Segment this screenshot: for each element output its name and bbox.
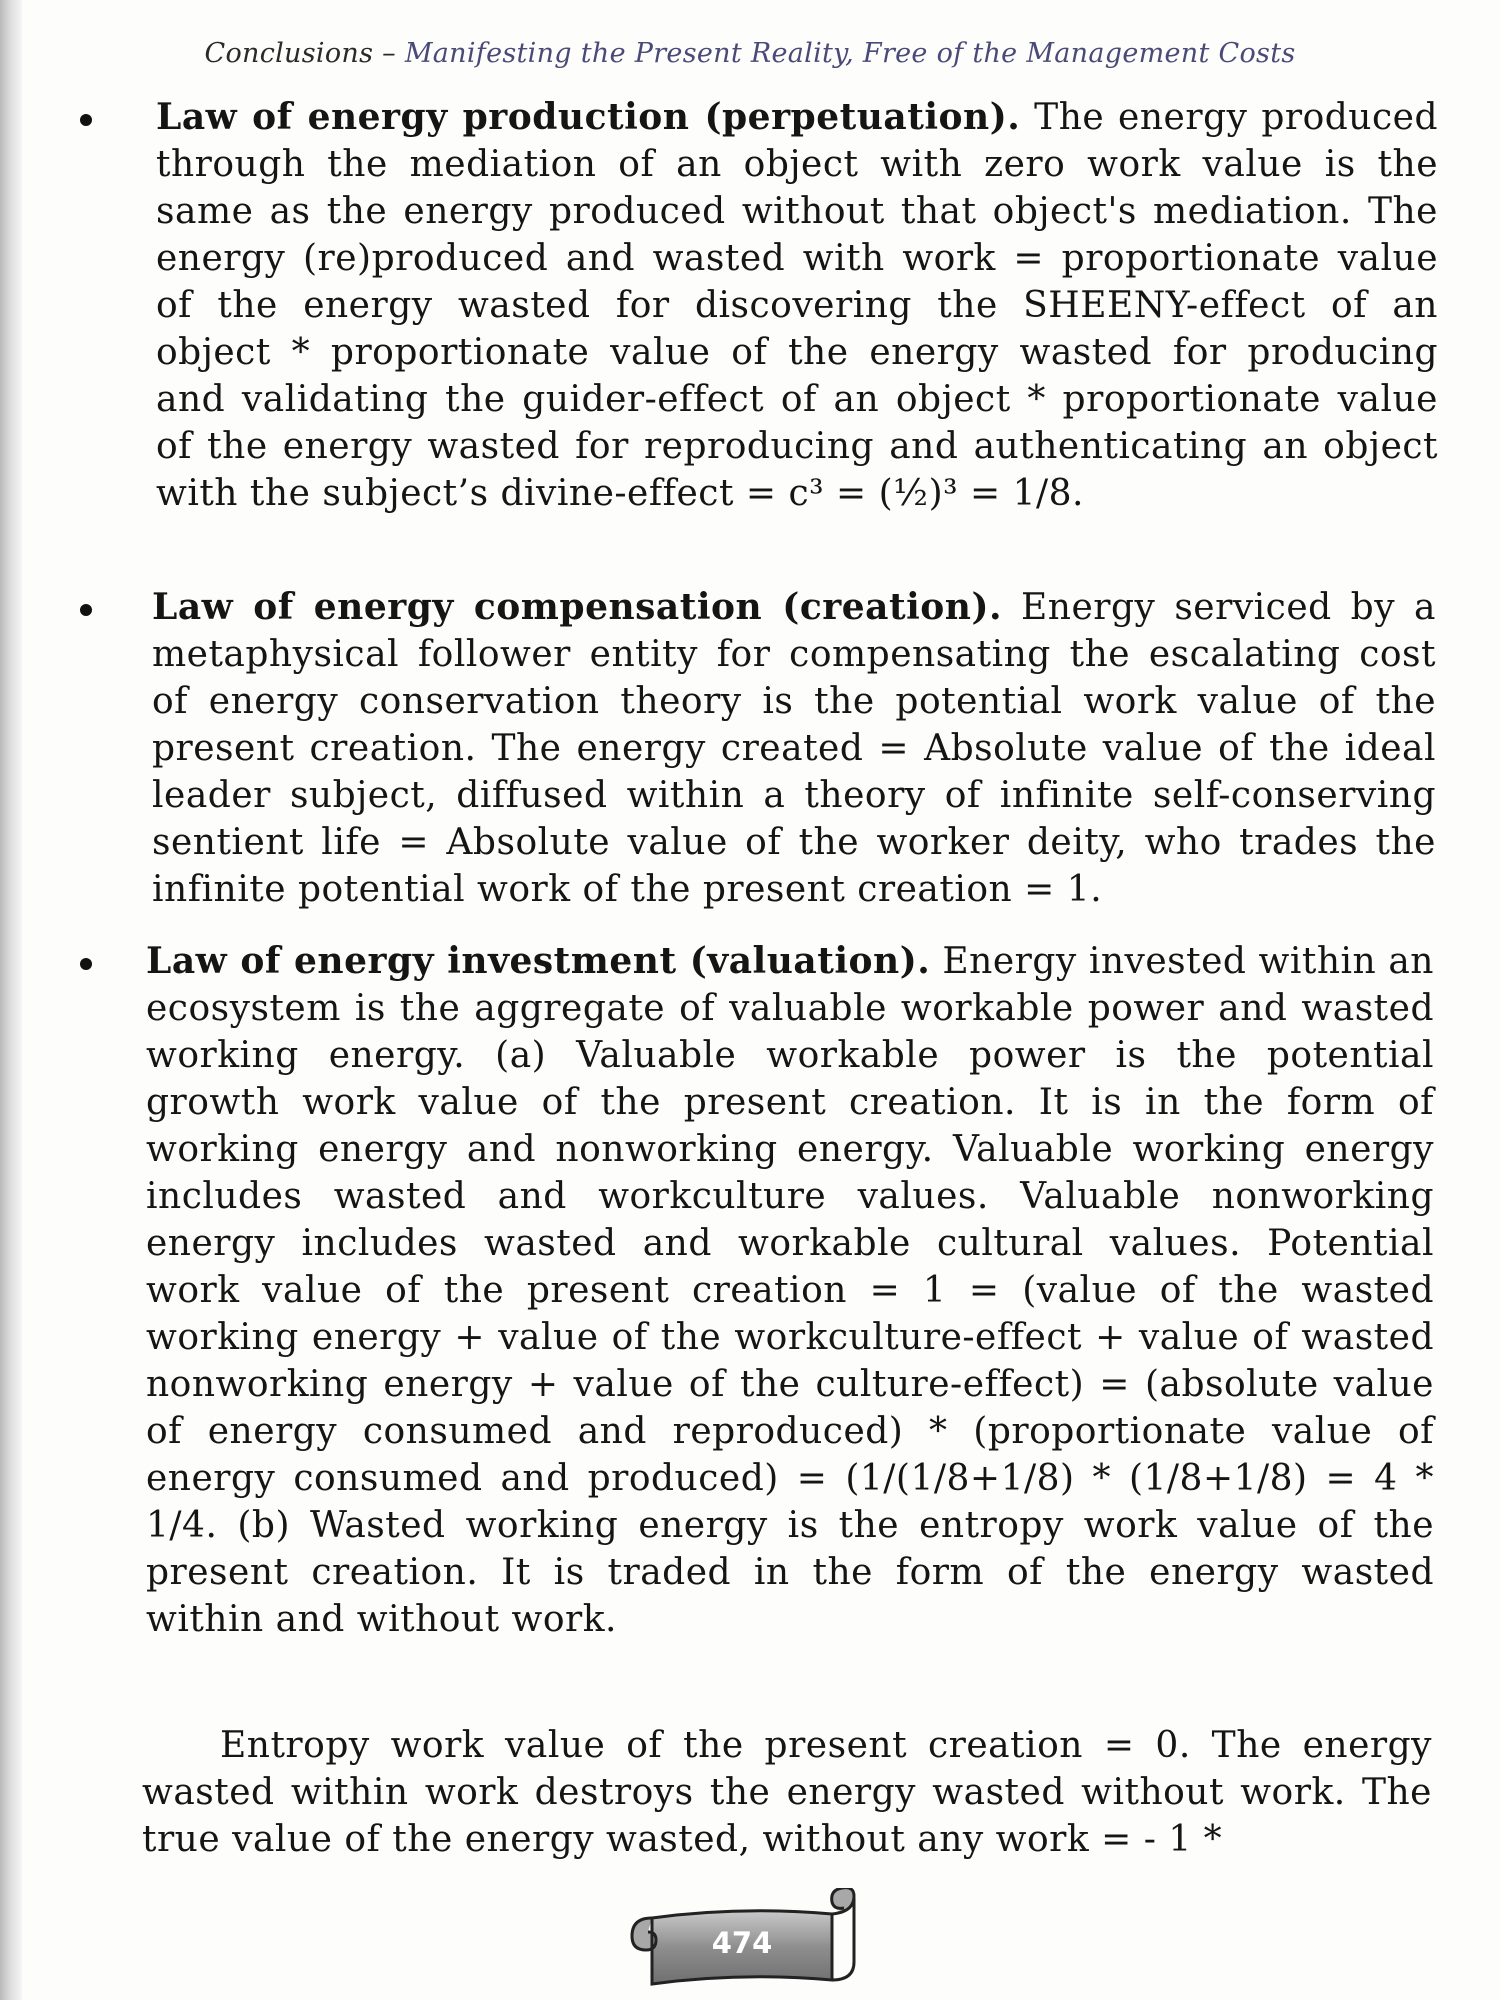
bullet-icon (80, 114, 92, 126)
bullet-body: The energy produced through the mediation of an object with zero work value is the same as the energy produced without that object's mediation. The energy (re)produced and wasted with work = proportionate value of the energy wasted for discovering the SHEENY-effect of an object * proportionate value of the energy wasted for producing and validating the guider-effect of an object * proportionate value of the energy wasted for reproducing and authenticating an object with the subject’s divine-effect = c³ = (½)³ = 1/8. (156, 97, 1438, 514)
closing-paragraph: Entropy work value of the present creation = 0. The energy wasted within work destroys the energy wasted without work. The true value of the energy wasted, without any work = - 1 * (142, 1725, 1432, 1860)
running-header (0, 38, 1500, 69)
bullet-icon (80, 604, 92, 616)
bullet-heading: Law of energy investment (valuation). (146, 940, 931, 982)
bullet-body: Energy invested within an ecosystem is the aggregate of valuable workable power and wasted working energy. (a) Valuable workable power is the potential growth work value of the present creation. It is in the form of working energy and nonworking energy. Valuable working energy includes wasted and workculture values. Valuable nonworking energy includes wasted and workable cultural values. Potential work value of the present creation = 1 = (value of the wasted working energy + value of the workculture-effect + value of wasted nonworking energy + value of the culture-effect) = (absolute value of energy consumed and reproduced) * (proportionate value of energy consumed and produced) = (1/(1/8+1/8) * (1/8+1/8) = 4 * 1/4. (b) Wasted working energy is the entropy work value of the present creation. It is traded in the form of the energy wasted within and without work. (146, 941, 1434, 1640)
book-spine-shadow (0, 0, 22, 2000)
running-header-prefix: Conclusions – (204, 38, 405, 69)
bullet-text-compensation (152, 584, 1436, 913)
bullet-icon (80, 958, 92, 970)
bullet-heading: Law of energy production (perpetuation). (156, 96, 1021, 138)
running-header-title: Manifesting the Present Reality, Free of the Management Costs (404, 38, 1296, 69)
page-number: 474 (711, 1926, 773, 1960)
bullet-text-investment (146, 938, 1434, 1643)
page-number-scroll (622, 1888, 862, 1998)
bullet-text-production (156, 94, 1438, 517)
bullet-body: Energy serviced by a metaphysical follower entity for compensating the escalating cost of energy conservation theory is the potential work value of the present creation. The energy created = Absolute value of the ideal leader subject, diffused within a theory of infinite self-conserving sentient life = Absolute value of the worker deity, who trades the infinite potential work of the present creation = 1. (152, 587, 1436, 910)
bullet-heading: Law of energy compensation (creation). (152, 586, 1003, 628)
